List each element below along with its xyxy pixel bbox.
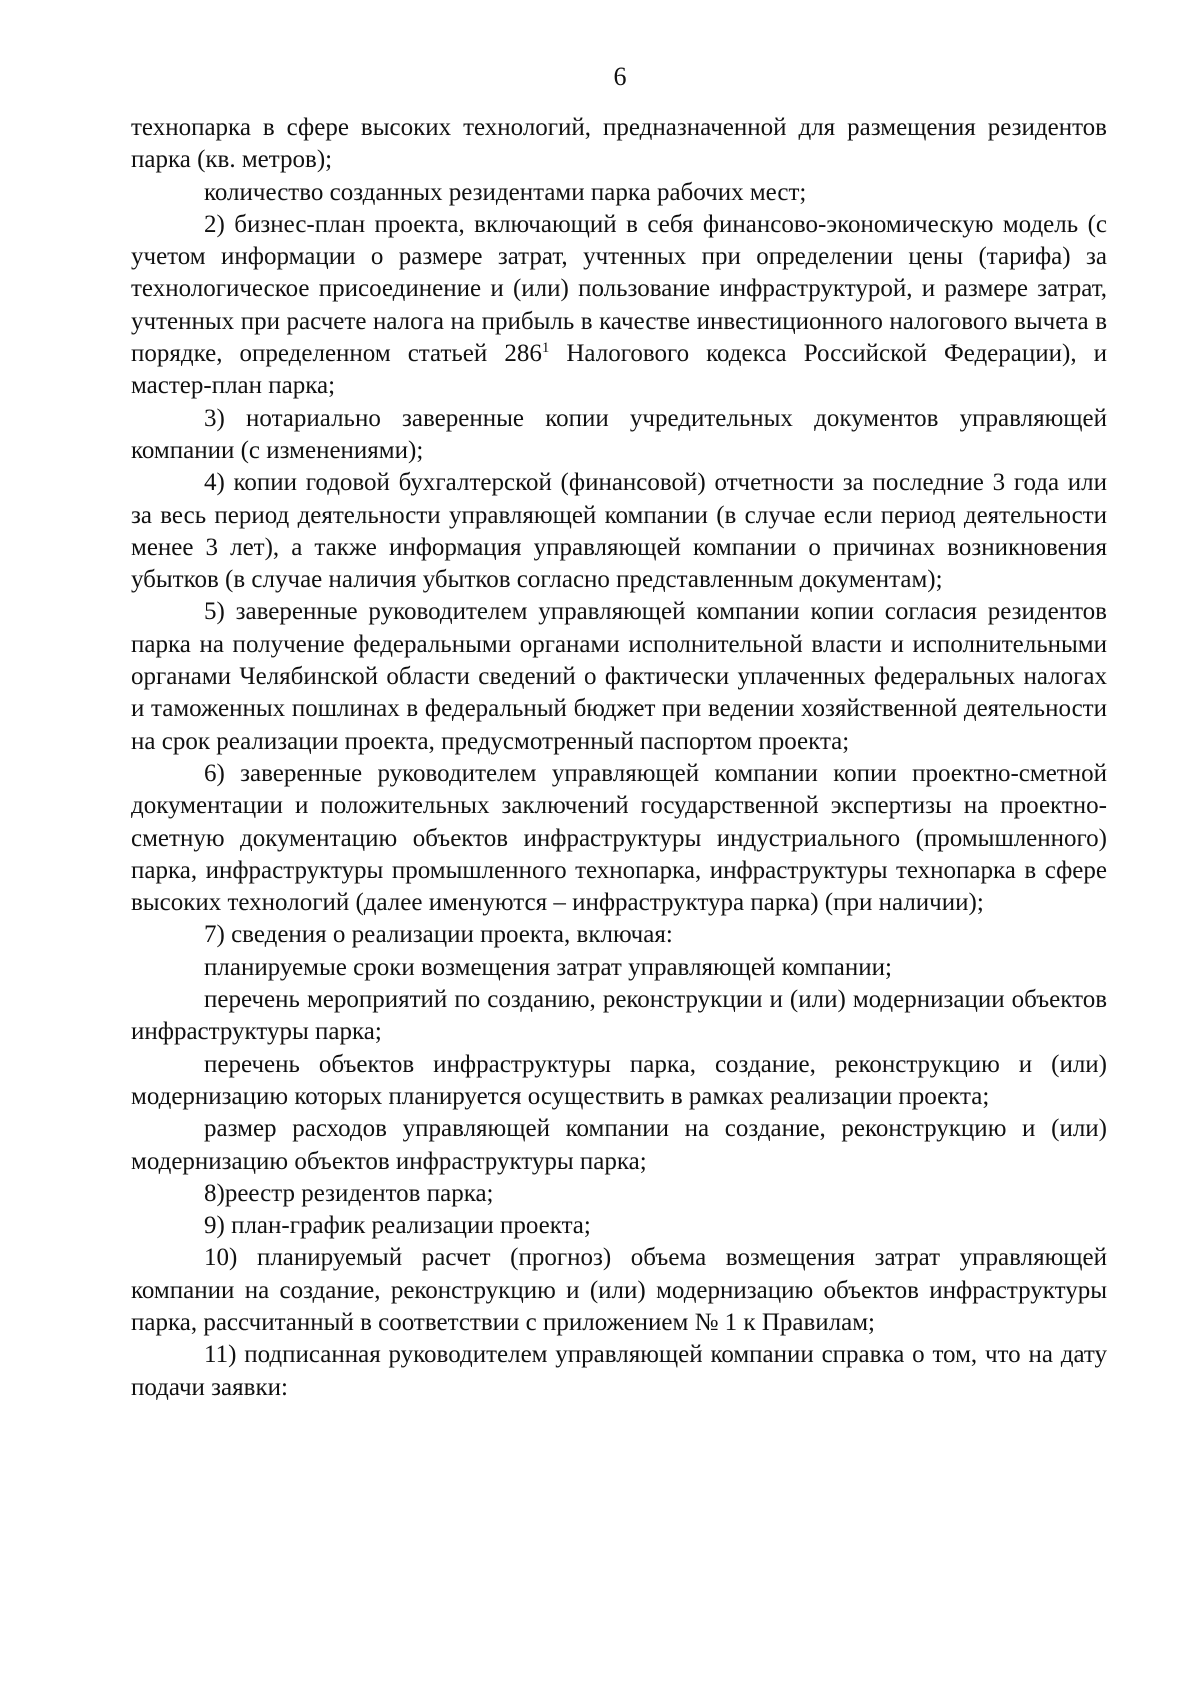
page-number: 6	[613, 62, 627, 91]
item-2-text: 2) бизнес-план проекта, включающий в себя финансово-экономическую модель (с учетом информации о размере затрат, учтенных при определении цены (тарифа) за технологическое присоединение и (или) пользование инфраструктурой, и размере затрат, учтенных при расчете налога на прибыль в качестве инвестиционного налогового вычета в порядке, определенном	[131, 210, 1107, 368]
article-superscript: 1	[541, 340, 550, 357]
paragraph-item-9: 9) план-график реализации проекта;	[204, 1212, 591, 1240]
paragraph-item-2	[131, 209, 1107, 403]
paragraph-item-11: 11) подписанная руководителем управляющей компании справка о том, что на дату подачи заявки:	[131, 1341, 1107, 1401]
paragraph-continuation: технопарка в сфере высоких технологий, предназначенной для размещения резидентов парка (кв. метров);	[131, 114, 1107, 174]
paragraph-sub-item: планируемые сроки возмещения затрат управляющей компании;	[204, 953, 892, 981]
paragraph: количество созданных резидентами парка рабочих мест;	[204, 178, 807, 206]
paragraph-item-3: 3) нотариально заверенные копии учредительных документов управляющей компании (с изменениями);	[131, 404, 1107, 464]
paragraph-sub-item: перечень мероприятий по созданию, реконструкции и (или) модернизации объектов инфраструктуры парка;	[131, 986, 1107, 1046]
paragraph-item-7: 7) сведения о реализации проекта, включая:	[204, 921, 673, 949]
paragraph-sub-item: размер расходов управляющей компании на создание, реконструкцию и (или) модернизацию объектов инфраструктуры парка;	[131, 1115, 1107, 1175]
article-suffix: Налогового кодекса Российской Федерации), и мастер-план парка;	[131, 340, 1108, 400]
paragraph-item-6: 6) заверенные руководителем управляющей компании копии проектно-сметной документации и положительных заключений государственной экспертизы на проектно-сметную документацию объектов инфраструктуры индустриального (промышленного) парка, инфраструктуры промышленного технопарка, инфраструктуры технопарка в сфере высоких технологий (далее именуются – инфраструктура парка) (при наличии);	[131, 759, 1107, 917]
paragraph-sub-item: перечень объектов инфраструктуры парка, создание, реконструкцию и (или) модернизацию которых планируется осуществить в рамках реализации проекта;	[131, 1050, 1107, 1110]
paragraph-item-5: 5) заверенные руководителем управляющей компании копии согласия резидентов парка на получение федеральными органами исполнительной власти и исполнительными органами Челябинской области сведений о фактически уплаченных федеральных налогах и таможенных пошлинах в федеральный бюджет при ведении хозяйственной деятельности на срок реализации проекта, предусмотренный паспортом проекта;	[131, 598, 1107, 755]
article-prefix: статьей 286	[407, 340, 542, 368]
document-body	[131, 112, 1107, 1404]
paragraph-item-8: 8)реестр резидентов парка;	[204, 1179, 494, 1207]
paragraph-item-10: 10) планируемый расчет (прогноз) объема возмещения затрат управляющей компании на создание, реконструкцию и (или) модернизацию объектов инфраструктуры парка, рассчитанный в соответствии с приложением № 1 к Правилам;	[131, 1244, 1107, 1336]
paragraph-item-4: 4) копии годовой бухгалтерской (финансовой) отчетности за последние 3 года или за весь период деятельности управляющей компании (в случае если период деятельности менее 3 лет), а также информация управляющей компании о причинах возникновения убытков (в случае наличия убытков согласно представленным документам);	[131, 469, 1107, 594]
